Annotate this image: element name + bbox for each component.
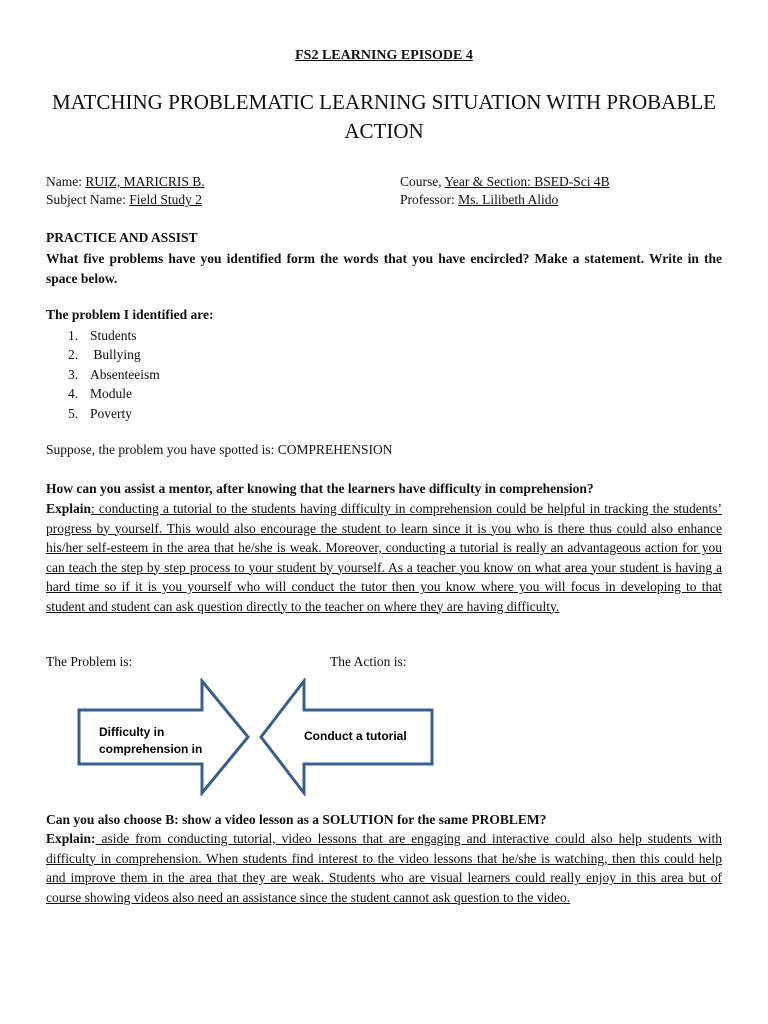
- problem-label: The Problem is:: [46, 654, 133, 669]
- list-item: 4. Module: [68, 386, 132, 402]
- professor-label: Professor:: [400, 192, 459, 207]
- professor-value: Ms. Lilibeth Alido: [458, 192, 559, 207]
- problems-heading: The problem I identified are:: [46, 307, 214, 322]
- practice-question: What five problems have you identified form the words that you have encircled? Make a statement. Write in the space below.: [46, 251, 722, 286]
- list-item: 1. Students: [68, 328, 137, 343]
- subject-value: Field Study 2: [129, 192, 202, 207]
- practice-heading: PRACTICE AND ASSIST: [46, 230, 198, 245]
- assist-question: How can you assist a mentor, after knowing that the learners have difficulty in comprehension?: [46, 481, 594, 496]
- course-row: [400, 174, 610, 190]
- explain-label: Explain: [46, 501, 92, 516]
- professor-row: [400, 192, 558, 208]
- problems-list: [68, 326, 160, 423]
- assist-explanation: [46, 499, 722, 616]
- video-explanation: [46, 829, 722, 907]
- video-explain-text: aside from conducting tutorial, video lessons that are engaging and interactive could also help students with difficulty in comprehension. When students find interest to the video lessons that he/she is watching, then this could help and improve them in the area that they are weak. Students who are visual learners could really enjoy in this area but of course showing videos also need an assistance since the student cannot ask question to the video.: [46, 831, 722, 905]
- video-question: Can you also choose B: show a video lesson as a SOLUTION for the same PROBLEM?: [46, 812, 547, 827]
- explain-text: : conducting a tutorial to the students having difficulty in comprehension could be helpful in tracking the students’ progress by yourself. This would also encourage the student to learn since it is you who is there thus could also enhance his/her self-esteem in the area that he/she is weak. Moreover, conducting a tutorial is really an advantageous action for you can teach the step by step process to your student by yourself. As a teacher you know on what area your student is having a hard time so if it is you yourself who will conduct the tutor then you know where you will focus in developing to that student and student can ask question directly to the teacher on where they are having difficulty.: [46, 501, 722, 614]
- video-explain-label: Explain:: [46, 831, 96, 846]
- course-value: Year & Section: BSED-Sci 4B: [444, 174, 610, 189]
- problem-box-text: Difficulty in comprehension in: [99, 725, 203, 756]
- name-value: RUIZ, MARICRIS B.: [85, 174, 205, 189]
- action-label: The Action is:: [330, 654, 407, 669]
- episode-title: FS2 LEARNING EPISODE 4: [295, 48, 473, 63]
- list-item: 3. Absenteeism: [68, 366, 160, 382]
- subject-row: [46, 192, 202, 208]
- name-label: Name:: [46, 174, 86, 189]
- suppose-statement: Suppose, the problem you have spotted is: COMPREHENSION: [46, 442, 393, 457]
- list-item: 2. Bullying: [68, 347, 141, 363]
- list-item: 5. Poverty: [68, 405, 132, 421]
- name-row: [46, 174, 205, 190]
- action-box-text: Conduct a tutorial: [304, 729, 407, 743]
- course-label: Course,: [400, 174, 445, 189]
- main-title: MATCHING PROBLEMATIC LEARNING SITUATION WITH PROBABLE ACTION: [51, 90, 717, 143]
- subject-label: Subject Name:: [46, 192, 130, 207]
